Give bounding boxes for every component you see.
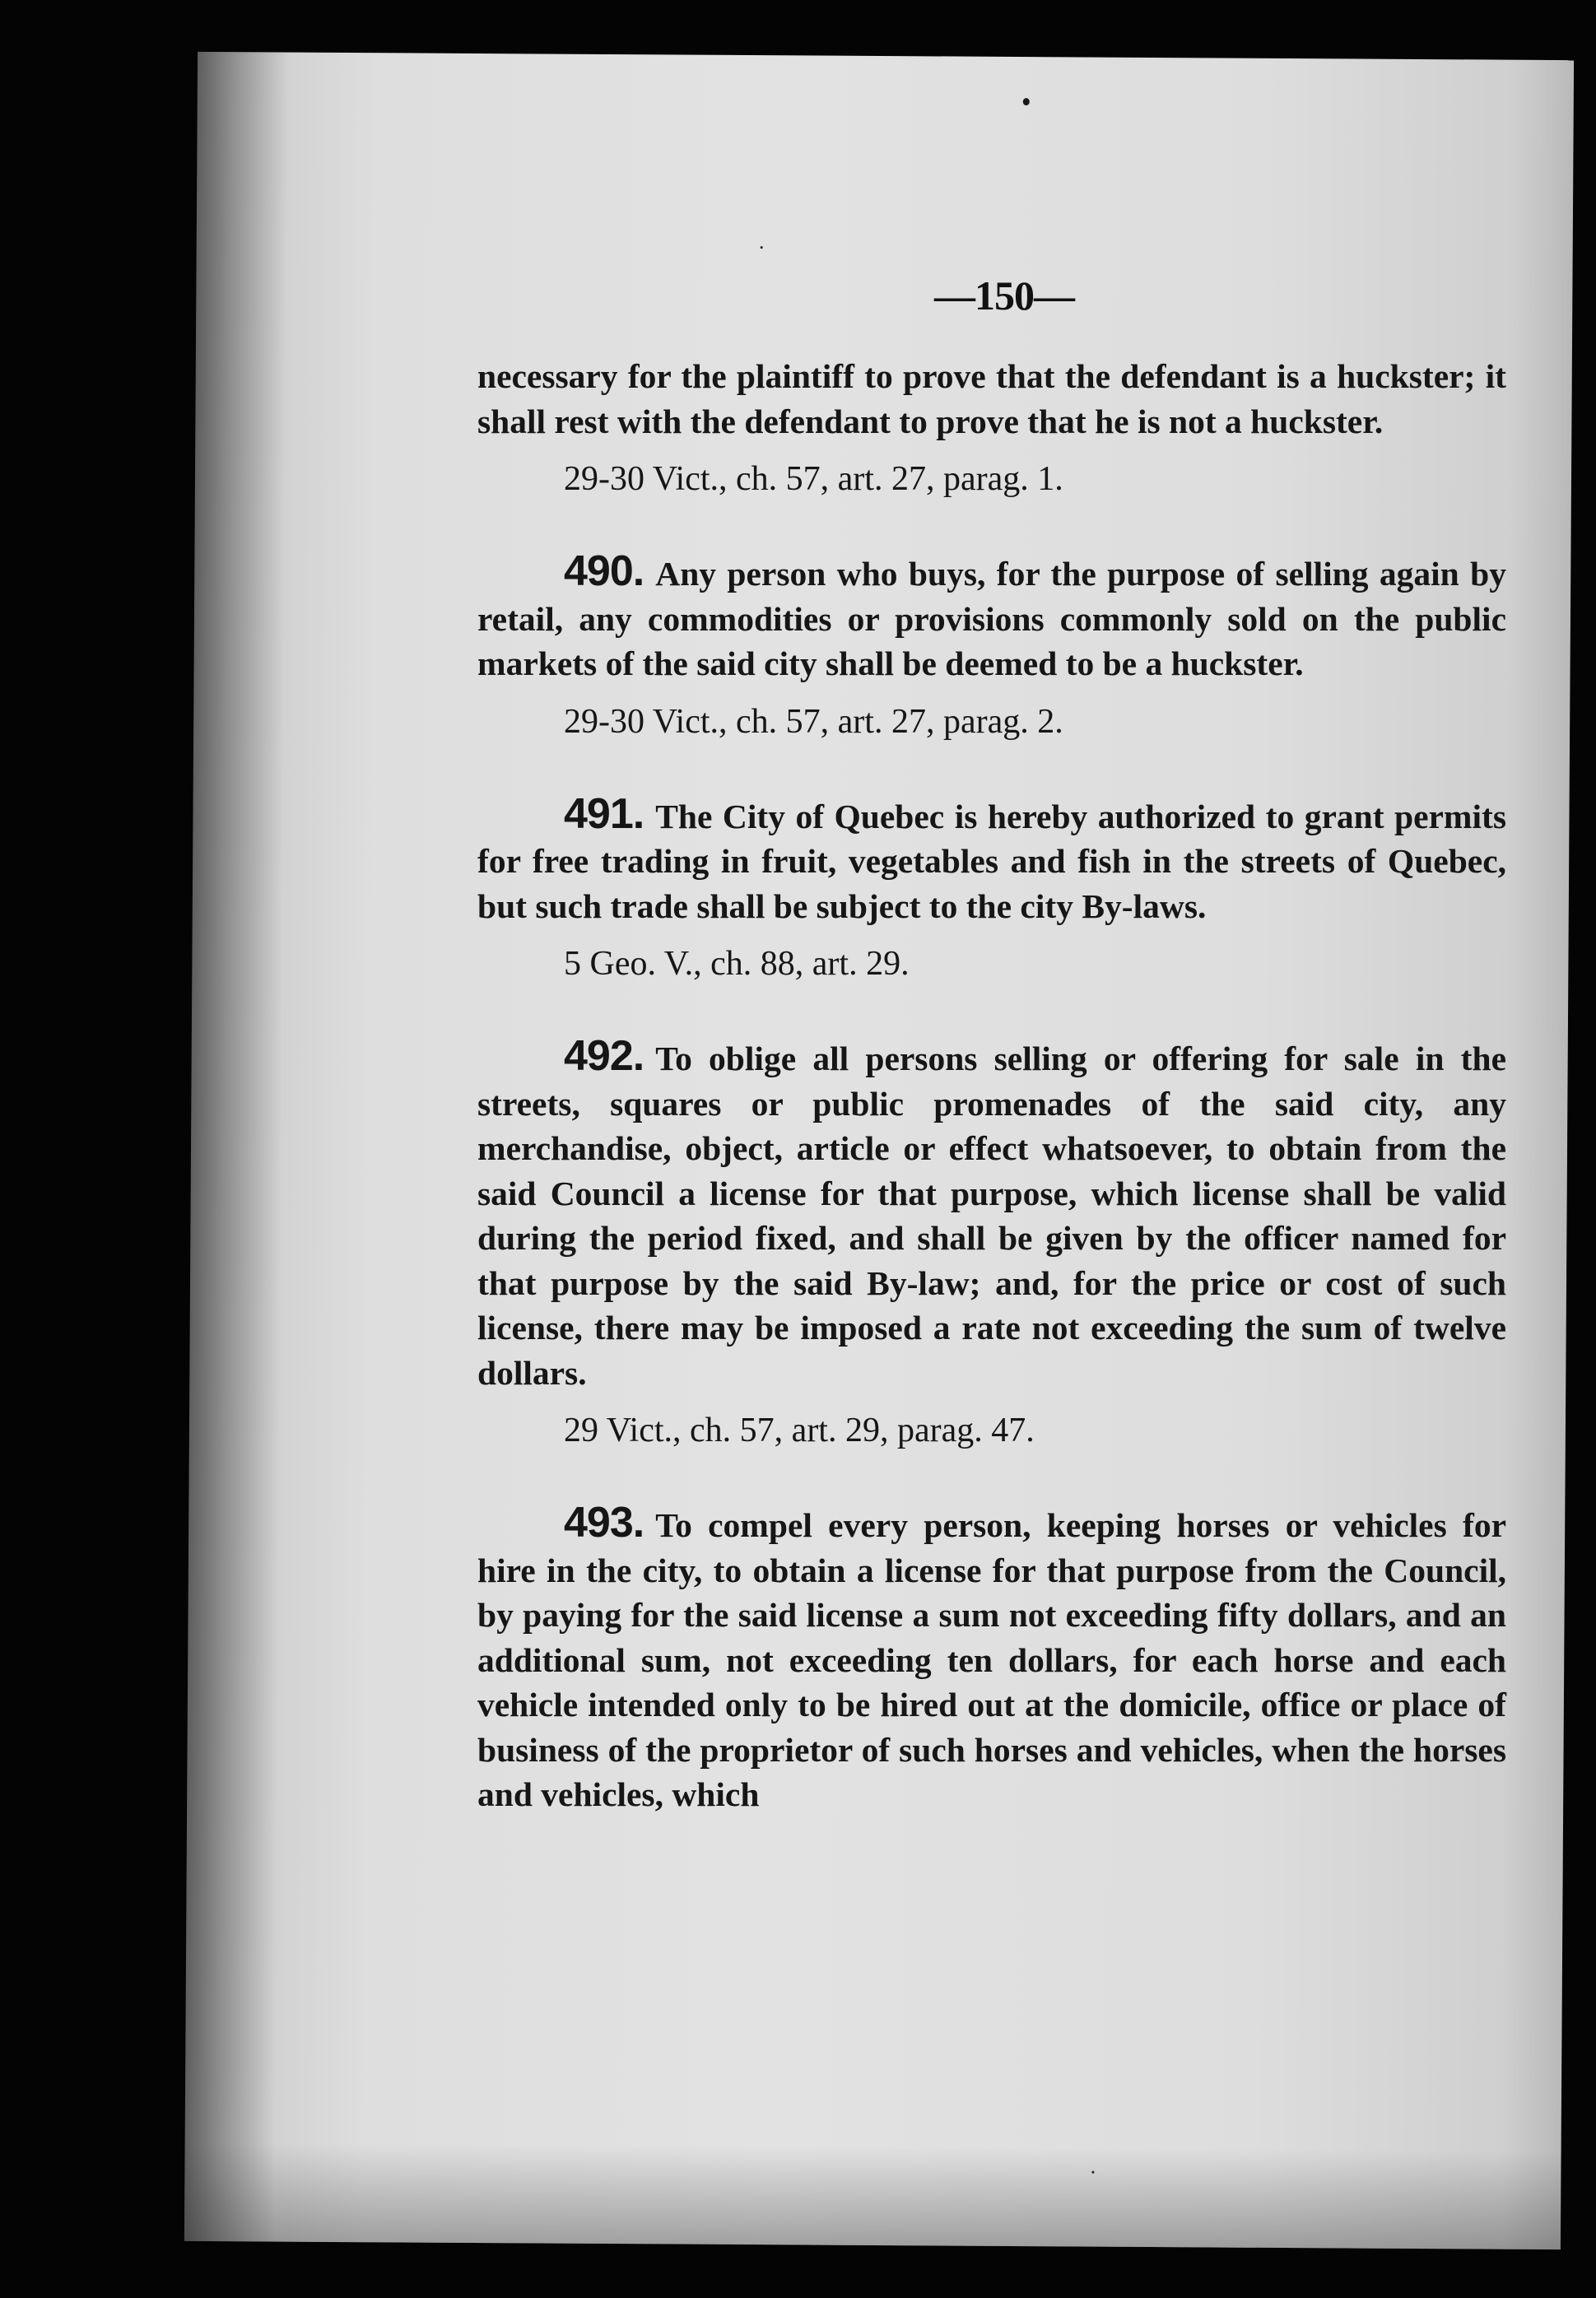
citation: 5 Geo. V., ch. 88, art. 29. [564,945,910,983]
article-number: 491. [564,789,644,838]
citation: 29 Vict., ch. 57, art. 29, parag. 47. [564,1412,1035,1449]
ink-speck [1091,2171,1094,2174]
ink-speck [1023,98,1030,105]
article-number: 492. [564,1032,644,1080]
citation: 29-30 Vict., ch. 57, art. 27, parag. 2. [564,702,1063,741]
article-number: 493. [564,1499,644,1547]
article-493 [477,1500,1506,1817]
article-text: The City of Quebec is hereby authorized to grant permits for free trading in fruit, vegetables and fish in the streets of Quebec, but such trade shall be subject to the city By-laws. [477,797,1506,925]
article-490 [477,549,1506,686]
article-number: 490. [564,547,644,595]
article-491 [477,789,1506,929]
page-number: —150— [934,272,1074,319]
continuation-paragraph: necessary for the plaintiff to prove that the defendant is a huckster; it shall rest with the defendant to prove that he is not a huckster. [477,357,1506,440]
article-492 [477,1034,1506,1395]
article-text: To compel every person, keeping horses or vehicles for hire in the city, to obtain a license for that purpose from the Council, by paying for the said license a sum not exceeding fifty dollars, and an additional sum, not exceeding ten dollars, for each horse and each vehicle intended only to be hired out at the domicile, office or place of business of the proprietor of such horses and vehicles, when the horses and vehicles, which [477,1506,1506,1813]
article-text: Any person who buys, for the purpose of selling again by retail, any commodities or provisions commonly sold on the public markets of the said city shall be deemed to be a huckster. [477,555,1506,682]
article-text: To oblige all persons selling or offering for sale in the streets, squares or public promenades of the said city, any merchandise, object, article or effect whatsoever, to obtain from the said Council a license for that purpose, which license shall be valid during the period fixed, and shall be given by the officer named for that purpose by the said By-law; and, for the price or cost of such license, there may be imposed a rate not exceeding the sum of twelve dollars. [477,1040,1506,1392]
page-body [477,354,1506,1817]
ink-speck [761,246,763,249]
citation: 29-30 Vict., ch. 57, art. 27, parag. 1. [564,460,1063,498]
